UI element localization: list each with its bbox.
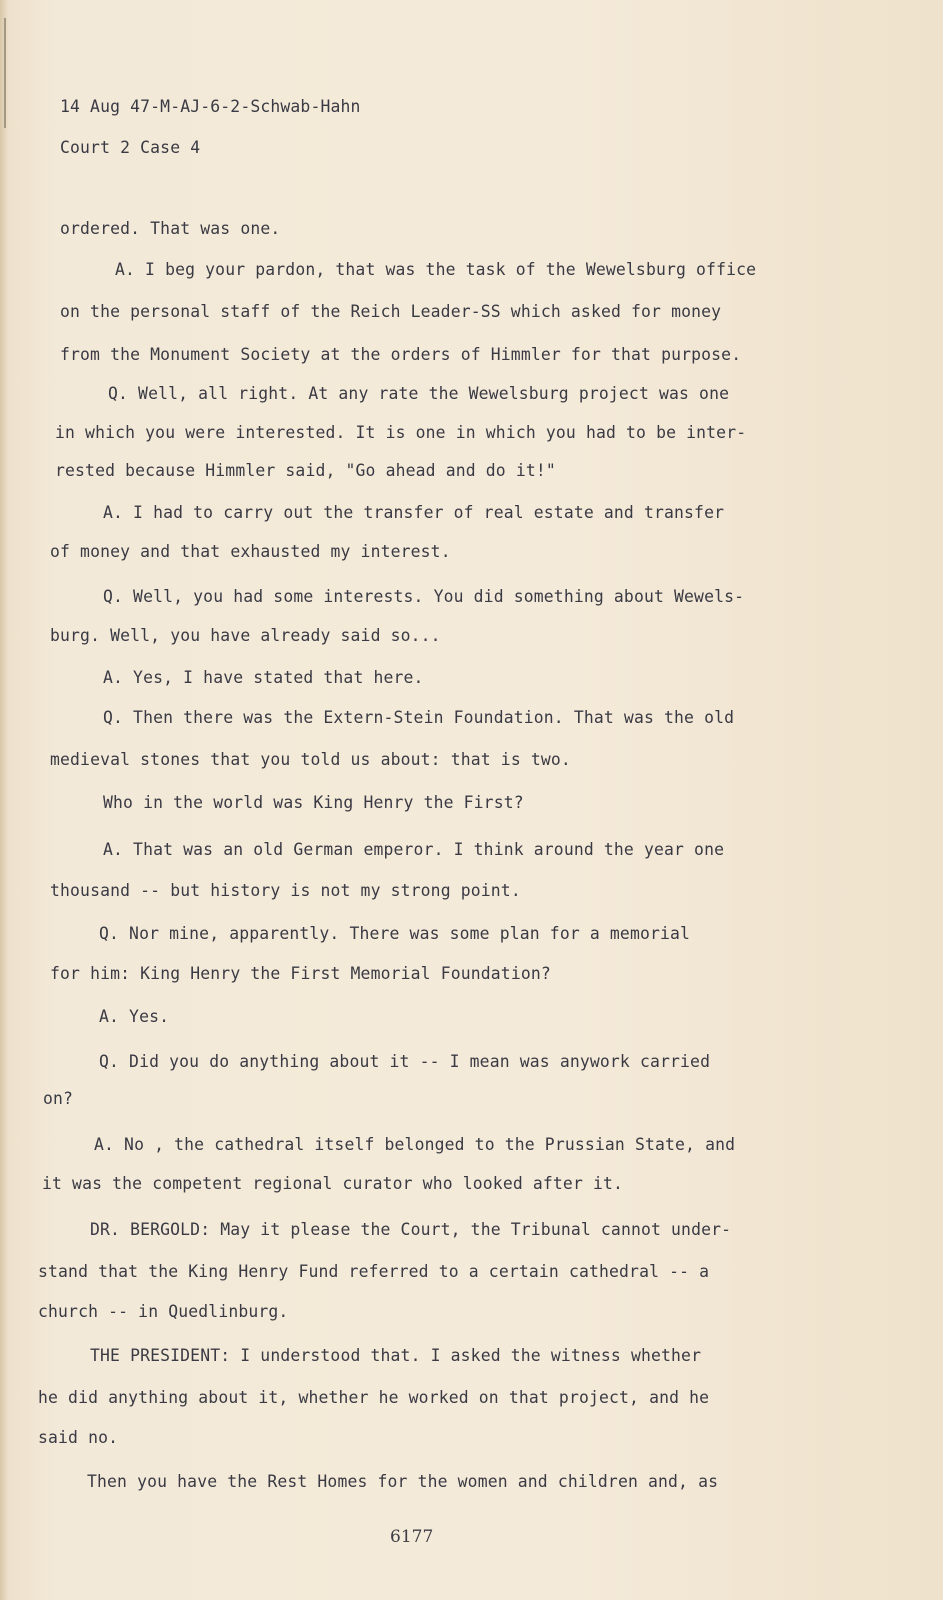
text-line: Q. Well, all right. At any rate the Wewelsburg project was one [108, 384, 730, 403]
page-edge [0, 0, 9, 1600]
text-line: church -- in Quedlinburg. [38, 1302, 289, 1321]
text-line: burg. Well, you have already said so... [50, 626, 441, 645]
text-line: Q. Well, you had some interests. You did something about Wewels- [103, 587, 745, 606]
text-line: DR. BERGOLD: May it please the Court, the Tribunal cannot under- [90, 1220, 732, 1239]
text-line: Q. Then there was the Extern-Stein Foundation. That was the old [103, 708, 735, 727]
text-line: of money and that exhausted my interest. [50, 542, 451, 561]
text-line: Q. Nor mine, apparently. There was some plan for a memorial [99, 924, 691, 943]
page-number: 6177 [390, 1527, 434, 1547]
text-line: THE PRESIDENT: I understood that. I asked the witness whether [90, 1346, 702, 1365]
header-court: Court 2 Case 4 [60, 138, 201, 157]
text-line: said no. [38, 1428, 119, 1447]
text-line: A. Yes. [99, 1007, 170, 1026]
text-line: Who in the world was King Henry the First? [103, 793, 524, 812]
text-line: A. I had to carry out the transfer of real estate and transfer [103, 503, 725, 522]
text-line: in which you were interested. It is one in which you had to be inter- [55, 423, 747, 442]
text-line: A. That was an old German emperor. I think around the year one [103, 840, 725, 859]
text-line: on? [43, 1089, 74, 1108]
text-line: A. I beg your pardon, that was the task of the Wewelsburg office [115, 260, 757, 279]
text-line: rested because Himmler said, "Go ahead and do it!" [55, 461, 556, 480]
text-line: on the personal staff of the Reich Leader-SS which asked for money [60, 302, 722, 321]
text-line: medieval stones that you told us about: that is two. [50, 750, 571, 769]
text-line: for him: King Henry the First Memorial Foundation? [50, 964, 551, 983]
text-line: A. No , the cathedral itself belonged to the Prussian State, and [94, 1135, 736, 1154]
text-line: A. Yes, I have stated that here. [103, 668, 424, 687]
text-line: he did anything about it, whether he worked on that project, and he [38, 1388, 710, 1407]
header-ref: 14 Aug 47-M-AJ-6-2-Schwab-Hahn [60, 97, 361, 116]
text-line: ordered. That was one. [60, 219, 281, 238]
text-line: Q. Did you do anything about it -- I mean was anywork carried [99, 1052, 711, 1071]
text-line: from the Monument Society at the orders of Himmler for that purpose. [60, 345, 742, 364]
text-line: it was the competent regional curator who looked after it. [42, 1174, 624, 1193]
margin-mark [4, 18, 6, 128]
text-line: stand that the King Henry Fund referred to a certain cathedral -- a [38, 1262, 710, 1281]
text-line: thousand -- but history is not my strong point. [50, 881, 521, 900]
text-line: Then you have the Rest Homes for the women and children and, as [87, 1472, 719, 1491]
